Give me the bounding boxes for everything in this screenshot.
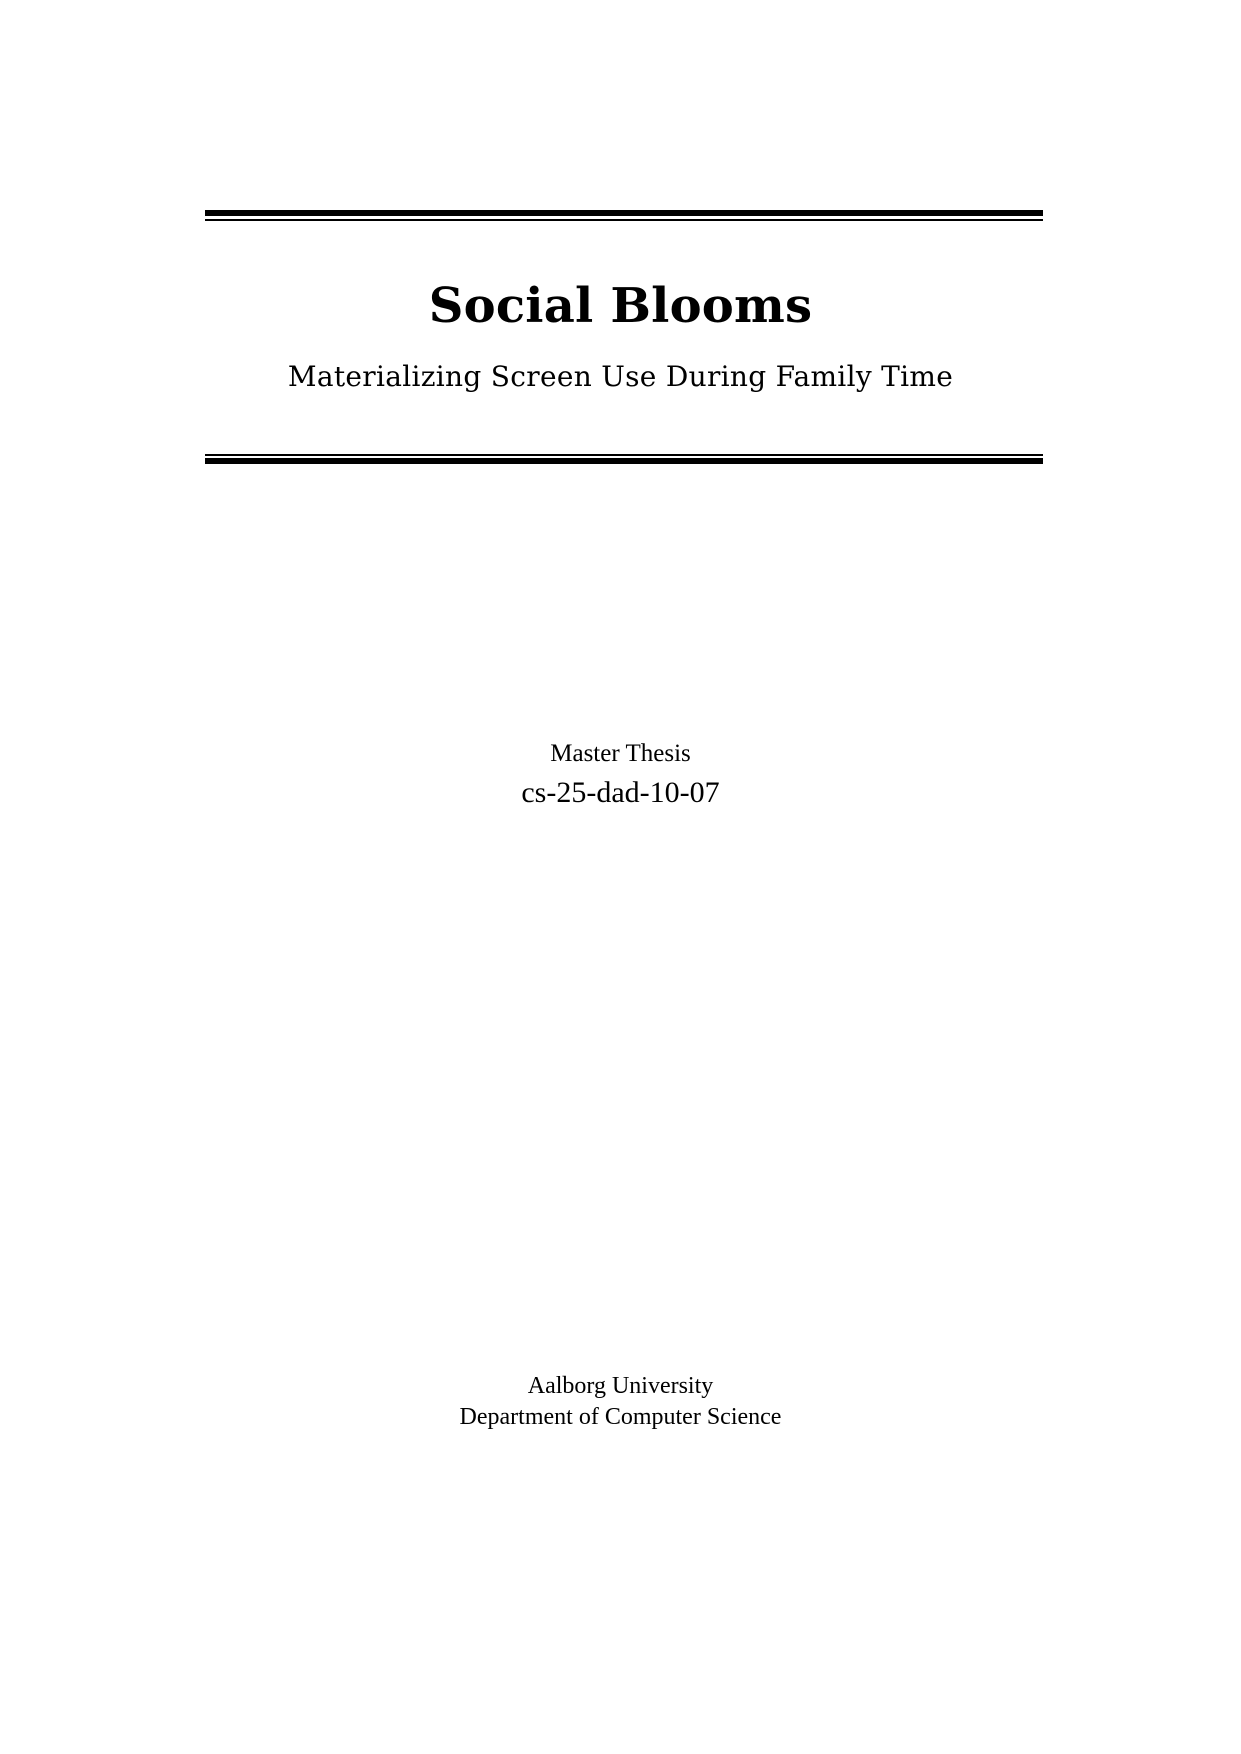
bottom-rule-thick	[205, 458, 1043, 464]
bottom-rule-thin	[205, 454, 1043, 456]
top-rule-thick	[205, 210, 1043, 216]
document-subtitle: Materializing Screen Use During Family Time	[287, 360, 954, 393]
bottom-rule	[205, 454, 1043, 466]
university-name: Aalborg University	[527, 1373, 714, 1399]
top-rule	[205, 210, 1043, 222]
department-name: Department of Computer Science	[459, 1404, 782, 1430]
document-title: Social Blooms	[428, 278, 813, 334]
top-rule-thin	[205, 219, 1043, 221]
thesis-id: cs-25-dad-10-07	[521, 776, 720, 809]
thesis-type: Master Thesis	[550, 740, 691, 767]
